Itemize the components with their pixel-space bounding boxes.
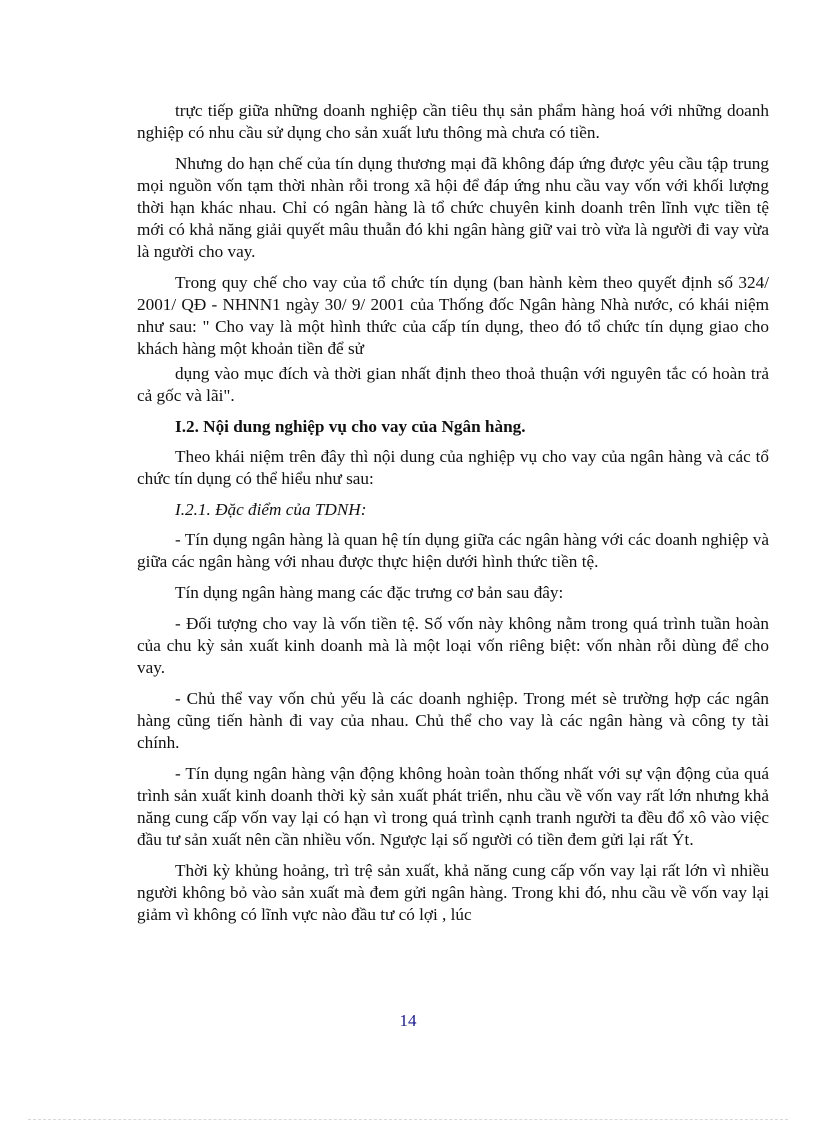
paragraph-10: Thời kỳ khủng hoảng, trì trệ sản xuất, khả năng cung cấp vốn vay lại rất lớn vì nhiều người không bỏ vào sản xuất mà đem gửi ngân hàng. Trong khi đó, nhu cầu về vốn vay lại giảm vì không có lĩnh vực nào đầu tư có lợi , lúc	[137, 861, 769, 924]
paragraph-5: - Tín dụng ngân hàng là quan hệ tín dụng giữa các ngân hàng với các doanh nghiệp và giữa các ngân hàng với nhau được thực hiện dưới hình thức tiền tệ.	[137, 530, 769, 571]
paragraph-8: - Chủ thể vay vốn chủ yếu là các doanh nghiệp. Trong mét sè trường hợp các ngân hàng cũng tiến hành đi vay của nhau. Chủ thể cho vay là các ngân hàng và công ty tài chính.	[137, 689, 769, 752]
document-body	[137, 100, 769, 935]
paragraph-4: Theo khái niệm trên đây thì nội dung của nghiệp vụ cho vay của ngân hàng và các tổ chức tín dụng có thể hiểu như sau:	[137, 447, 769, 488]
paragraph-7: - Đối tượng cho vay là vốn tiền tệ. Số vốn này không nằm trong quá trình tuần hoàn của chu kỳ sản xuất kinh doanh mà là một loại vốn riêng biệt: vốn nhàn rỗi dùng để cho vay.	[137, 614, 769, 677]
section-heading: I.2. Nội dung nghiệp vụ cho vay của Ngân hàng.	[175, 417, 526, 436]
paragraph-2: Nhưng do hạn chế của tín dụng thương mại đã không đáp ứng được yêu cầu tập trung mọi nguồn vốn tạm thời nhàn rỗi trong xã hội để đáp ứng nhu cầu vay vốn với khối lượng thời hạn khác nhau. Chỉ có ngân hàng là tổ chức chuyên kinh doanh trên lĩnh vực tiền tệ mới có khả năng giải quyết mâu thuẫn đó khi ngân hàng giữ vai trò vừa là người đi vay vừa là người cho vay.	[137, 154, 769, 261]
paragraph-3b: dụng vào mục đích và thời gian nhất định theo thoả thuận với nguyên tắc có hoàn trả cả gốc và lãi".	[137, 364, 769, 405]
paragraph-9: - Tín dụng ngân hàng vận động không hoàn toàn thống nhất với sự vận động của quá trình sản xuất kinh doanh thời kỳ sản xuất phát triển, nhu cầu về vốn vay rất lớn nhưng khả năng cung cấp vốn vay lại có hạn vì trong quá trình cạnh tranh người ta đều đổ xô vào việc đầu tư sản xuất nên cần nhiều vốn. Ngược lại số người có tiền đem gửi lại rất Ýt.	[137, 764, 769, 849]
page-number: 14	[399, 1011, 417, 1030]
paragraph-6: Tín dụng ngân hàng mang các đặc trưng cơ bản sau đây:	[175, 583, 564, 602]
paragraph-1: trực tiếp giữa những doanh nghiệp cần tiêu thụ sản phẩm hàng hoá với những doanh nghiệp có nhu cầu sử dụng cho sản xuất lưu thông mà chưa có tiền.	[137, 101, 769, 142]
subsection-heading: I.2.1. Đặc điểm của TDNH:	[175, 500, 367, 519]
page-bottom-divider	[28, 1119, 788, 1120]
paragraph-3a: Trong quy chế cho vay của tổ chức tín dụng (ban hành kèm theo quyết định số 324/ 2001/ QĐ - NHNN1 ngày 30/ 9/ 2001 của Thống đốc Ngân hàng Nhà nước, có khái niệm như sau: " Cho vay là một hình thức của cấp tín dụng, theo đó tổ chức tín dụng giao cho khách hàng một khoản tiền để sử	[137, 273, 769, 358]
